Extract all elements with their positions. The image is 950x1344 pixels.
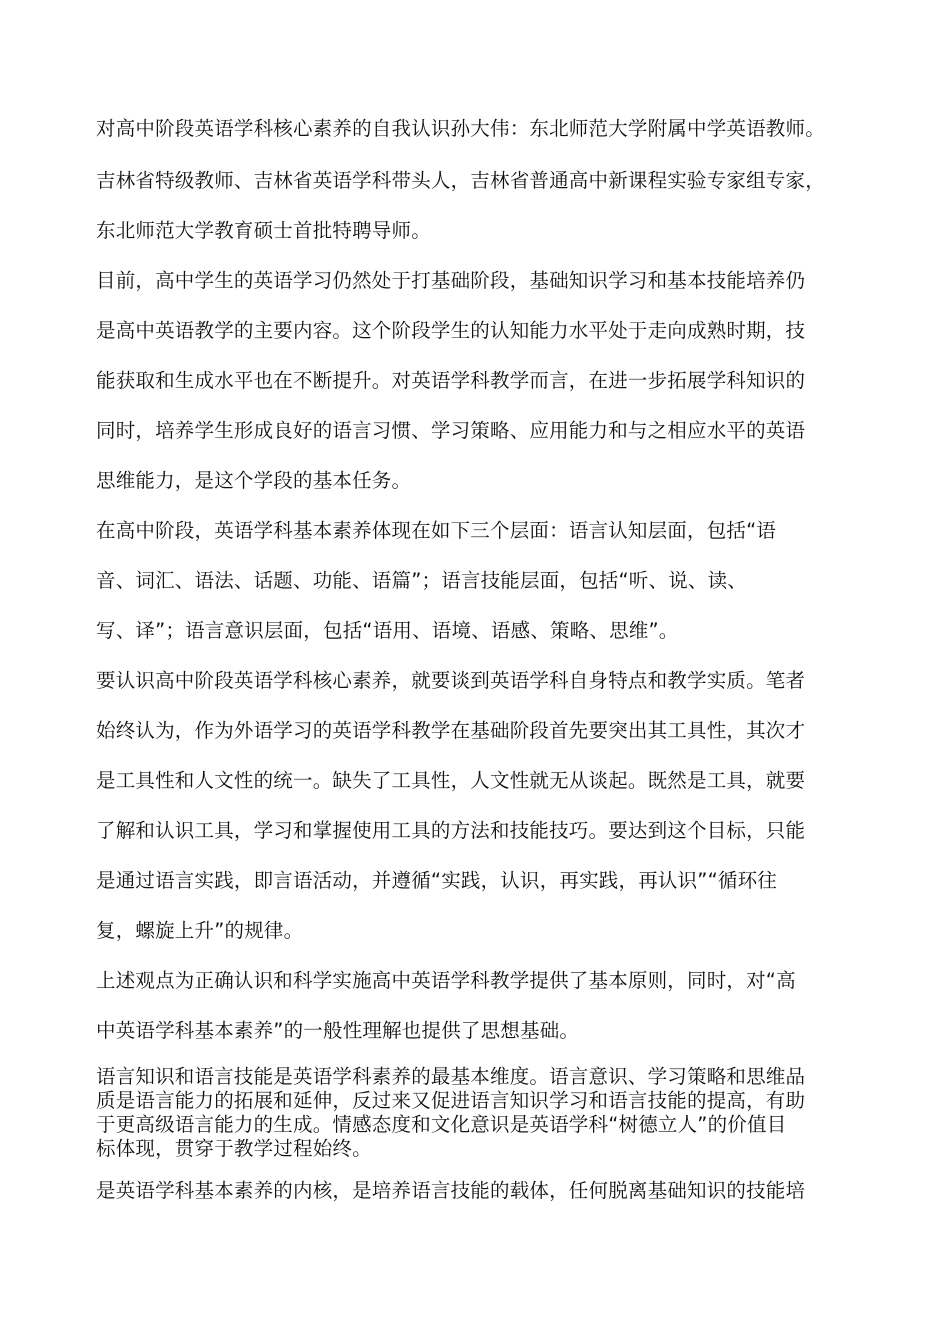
text-line: 质是语言能力的拓展和延伸，反过来又促进语言知识学习和语言技能的提高，有助: [96, 1089, 806, 1112]
text-line: 始终认为，作为外语学习的英语学科教学在基础阶段首先要突出其工具性，其次才: [96, 719, 806, 742]
text-line: 能获取和生成水平也在不断提升。对英语学科教学而言，在进一步拓展学科知识的: [96, 369, 806, 392]
text-line: 思维能力，是这个学段的基本任务。: [96, 469, 412, 492]
text-line: 音、词汇、语法、话题、功能、语篇”；语言技能层面，包括“听、说、读、: [96, 569, 748, 592]
text-line: 了解和认识工具，学习和掌握使用工具的方法和技能技巧。要达到这个目标，只能: [96, 819, 806, 842]
text-line: 是英语学科基本素养的内核，是培养语言技能的载体，任何脱离基础知识的技能培: [96, 1179, 806, 1202]
text-line: 同时，培养学生形成良好的语言习惯、学习策略、应用能力和与之相应水平的英语: [96, 419, 806, 442]
text-line: 标体现，贯穿于教学过程始终。: [96, 1137, 372, 1160]
text-line: 在高中阶段，英语学科基本素养体现在如下三个层面：语言认知层面，包括“语: [96, 519, 777, 542]
text-line: 吉林省特级教师、吉林省英语学科带头人，吉林省普通高中新课程实验专家组专家，: [96, 169, 825, 192]
text-line: 上述观点为正确认识和科学实施高中英语学科教学提供了基本原则，同时，对“高: [96, 969, 796, 992]
text-line: 要认识高中阶段英语学科核心素养，就要谈到英语学科自身特点和教学实质。笔者: [96, 669, 806, 692]
text-line: 东北师范大学教育硕士首批特聘导师。: [96, 219, 431, 242]
text-line: 是高中英语教学的主要内容。这个阶段学生的认知能力水平处于走向成熟时期，技: [96, 319, 806, 342]
text-line: 中英语学科基本素养”的一般性理解也提供了思想基础。: [96, 1019, 580, 1042]
text-line: 于更高级语言能力的生成。情感态度和文化意识是英语学科“树德立人”的价值目: [96, 1113, 787, 1136]
text-line: 目前，高中学生的英语学习仍然处于打基础阶段，基础知识学习和基本技能培养仍: [96, 269, 806, 292]
text-line: 对高中阶段英语学科核心素养的自我认识孙大伟：东北师范大学附属中学英语教师。: [96, 117, 825, 140]
text-line: 复，螺旋上升”的规律。: [96, 919, 304, 942]
text-line: 写、译”；语言意识层面，包括“语用、语境、语感、策略、思维”。: [96, 619, 679, 642]
text-line: 是通过语言实践，即言语活动，并遵循“实践，认识，再实践，再认识”“循环往: [96, 869, 778, 892]
text-line: 是工具性和人文性的统一。缺失了工具性，人文性就无从谈起。既然是工具，就要: [96, 769, 806, 792]
text-line: 语言知识和语言技能是英语学科素养的最基本维度。语言意识、学习策略和思维品: [96, 1065, 806, 1088]
